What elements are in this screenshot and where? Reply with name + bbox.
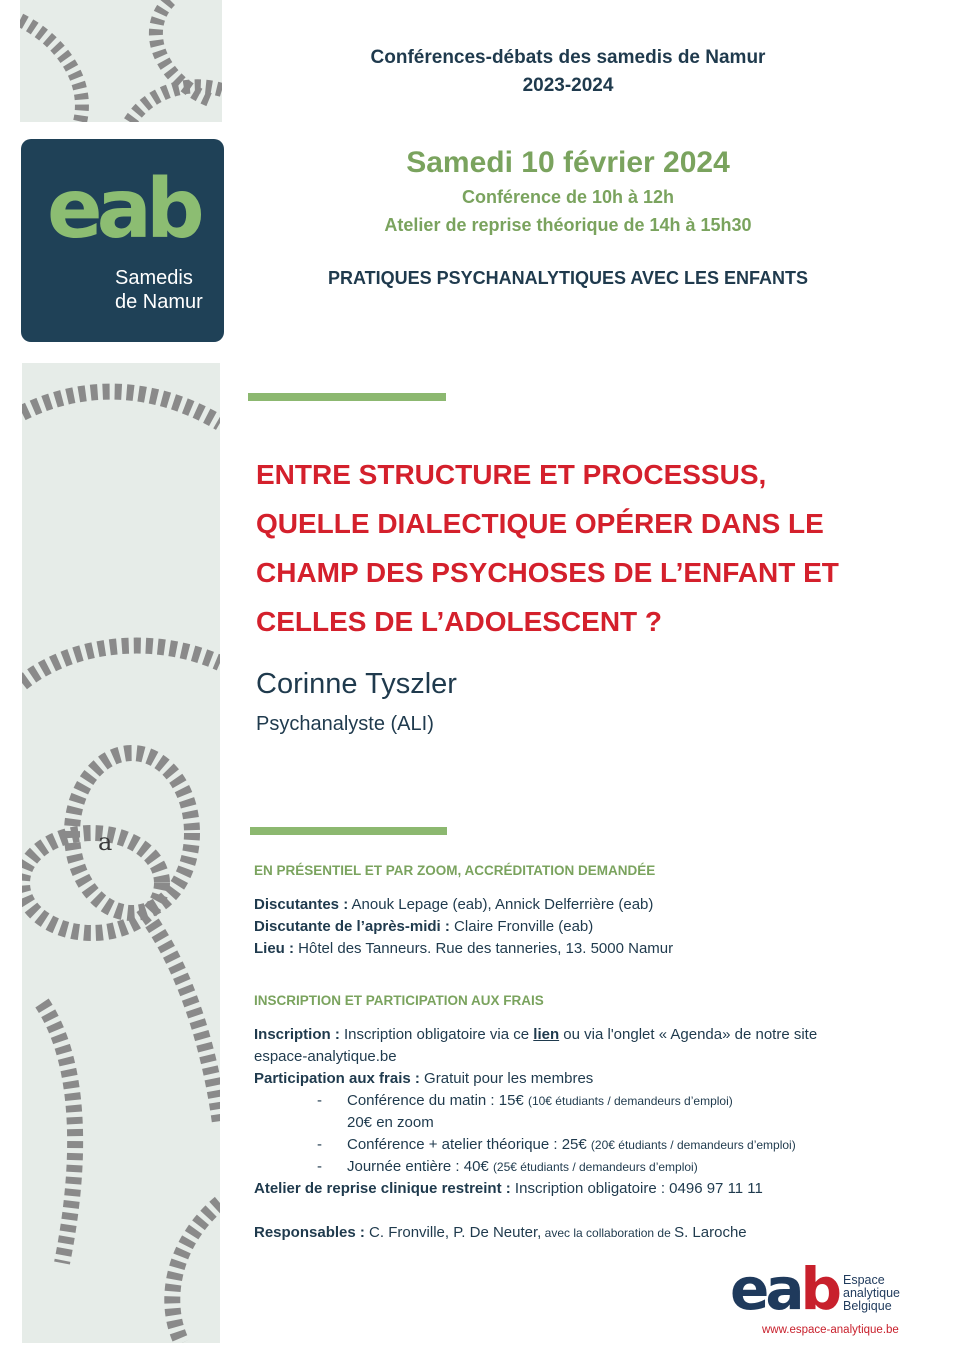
price-item-zoom: 20€ en zoom	[347, 1114, 434, 1131]
speaker-name: Corinne Tyszler	[256, 668, 457, 700]
footer-org-name: Espace analytique Belgique	[843, 1273, 900, 1313]
event-date-block	[258, 143, 878, 239]
price-item-conference-workshop: - Conférence + atelier théorique : 25€ (20€ étudiants / demandeurs d’emploi)	[317, 1136, 796, 1153]
workshop-time: Atelier de reprise théorique de 14h à 15h30	[384, 215, 752, 235]
event-date: Samedi 10 février 2024	[406, 146, 730, 179]
rope-decoration-top	[20, 0, 222, 122]
series-title	[258, 44, 878, 100]
series-year: 2023-2024	[522, 75, 614, 96]
inscription-line: Inscription : Inscription obligatoire via ce lien ou via l'onglet « Agenda» de notre site	[254, 1026, 818, 1043]
eab-samedis-logo	[21, 139, 224, 342]
rope-illustration	[22, 363, 220, 1343]
divider-bar	[250, 827, 447, 835]
website-url[interactable]: www.espace-analytique.be	[762, 1324, 899, 1336]
alpha-symbol: a	[98, 828, 113, 856]
price-item-morning: - Conférence du matin : 15€ (10€ étudiants / demandeurs d’emploi)	[317, 1092, 733, 1109]
clinical-workshop-line: Atelier de reprise clinique restreint : Inscription obligatoire : 0496 97 11 11	[254, 1180, 763, 1197]
price-item-full-day: - Journée entière : 40€ (25€ étudiants / demandeurs d’emploi)	[317, 1158, 698, 1175]
rope-decoration-side	[22, 363, 220, 1343]
footer-logo-mark: eab	[730, 1255, 839, 1323]
discutantes-line: Discutantes : Anouk Lepage (eab), Annick Delferrière (eab)	[254, 896, 654, 913]
logo-subtitle: Samedis de Namur	[115, 267, 203, 313]
registration-link[interactable]: lien	[533, 1026, 560, 1043]
espace-analytique-logo	[730, 1255, 930, 1340]
section-heading-registration: INSCRIPTION ET PARTICIPATION AUX FRAIS	[254, 993, 544, 1008]
site-name: espace-analytique.be	[254, 1048, 397, 1065]
speaker-role: Psychanalyste (ALI)	[256, 713, 434, 735]
section-heading-attendance: EN PRÉSENTIEL ET PAR ZOOM, ACCRÉDITATION DEMANDÉE	[254, 863, 656, 878]
conference-title: ENTRE STRUCTURE ET PROCESSUS, QUELLE DIALECTIQUE OPÉRER DANS LE CHAMP DES PSYCHOSES DE L’ENFANT ET CELLES DE L’ADOLESCENT ?	[256, 459, 839, 637]
discutante-pm-line: Discutante de l’après-midi : Claire Fronville (eab)	[254, 918, 594, 935]
participation-line: Participation aux frais : Gratuit pour les membres	[254, 1070, 594, 1087]
responsables-line: Responsables : C. Fronville, P. De Neuter, avec la collaboration de S. Laroche	[254, 1224, 747, 1241]
lieu-line: Lieu : Hôtel des Tanneurs. Rue des tanneries, 13. 5000 Namur	[254, 940, 674, 957]
series-title-line: Conférences-débats des samedis de Namur	[370, 47, 766, 68]
event-theme: PRATIQUES PSYCHANALYTIQUES AVEC LES ENFANTS	[327, 268, 809, 288]
conference-time: Conférence de 10h à 12h	[461, 187, 675, 207]
practical-info	[254, 860, 914, 1244]
logo-mark: eab	[47, 162, 199, 257]
rope-illustration	[20, 0, 222, 122]
divider-bar	[248, 393, 446, 401]
